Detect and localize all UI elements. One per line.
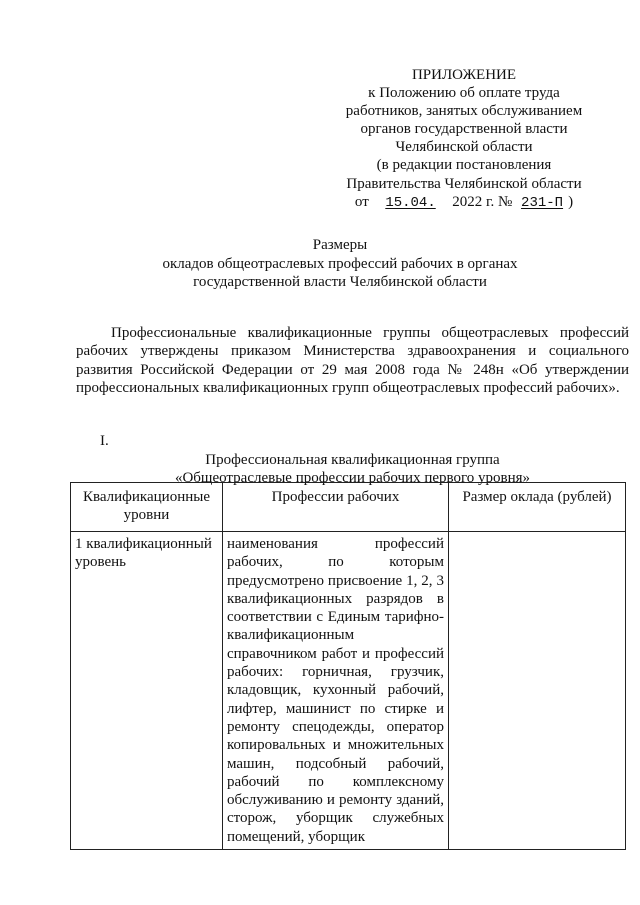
close-paren: ) [568, 193, 574, 210]
group-title-line2: «Общеотраслевые профессии рабочих первого уровня» [174, 470, 531, 486]
table-row [71, 532, 626, 850]
group-title-text: Профессиональная квалификационная группа [205, 451, 500, 468]
group-roman-numeral: I. [100, 433, 109, 449]
header-levels: Квалификационные уровни [71, 483, 223, 532]
appendix-line: (в редакции постановления [376, 157, 552, 174]
cell-professions: наименования профессий рабочих, по которым предусмотрено присвоение 1, 2, 3 квалификационных разрядов в соответствии с Единым тарифно-квалификационным справочником работ и профессий рабочих: горничная, грузчик, кладовщик, кухонный рабочий, лифтер, машинист по стирке и ремонту спецодежды, оператор копировальных и множительных машин, подсобный рабочий, рабочий по комплексному обслуживанию и ремонту зданий, сторож, уборщик служебных помещений, уборщик [223, 532, 449, 850]
intro-paragraph: Профессиональные квалификационные группы общеотраслевых профессий рабочих утверждены приказом Министерства здравоохранения и социального развития Российской Федерации от 29 мая 2008 года № 248н «Об утверждении профессиональных квалификационных групп общеотраслевых профессий рабочих». [76, 325, 629, 396]
header-salary: Размер оклада (рублей) [449, 483, 626, 532]
cell-salary [449, 532, 626, 850]
appendix-line: к Положению об оплате труда [368, 85, 560, 102]
year-text: 2022 г. № [452, 193, 513, 210]
title-line: государственной власти Челябинской области [193, 274, 487, 290]
appendix-line: работников, занятых обслуживанием [345, 103, 583, 120]
title-line: Размеры [312, 237, 368, 253]
salary-table [70, 482, 626, 850]
date-prefix: от [354, 193, 369, 210]
handwritten-number: 231-П [521, 194, 564, 211]
document-title [80, 236, 600, 292]
group-heading [100, 432, 605, 488]
appendix-line: Правительства Челябинской области [346, 175, 582, 192]
resolution-date-line [330, 193, 598, 212]
header-professions: Профессии рабочих [223, 483, 449, 532]
appendix-line: Челябинской области [395, 139, 533, 156]
handwritten-date: 15.04. [385, 194, 436, 211]
appendix-title: ПРИЛОЖЕНИЕ [411, 67, 517, 83]
appendix-line: органов государственной власти [360, 121, 568, 138]
title-line: окладов общеотраслевых профессий рабочих в органах [162, 255, 518, 272]
cell-level: 1 квалификационный уровень [71, 532, 223, 850]
appendix-header [330, 66, 598, 212]
table-header-row [71, 483, 626, 532]
group-title-line1 [100, 432, 605, 469]
